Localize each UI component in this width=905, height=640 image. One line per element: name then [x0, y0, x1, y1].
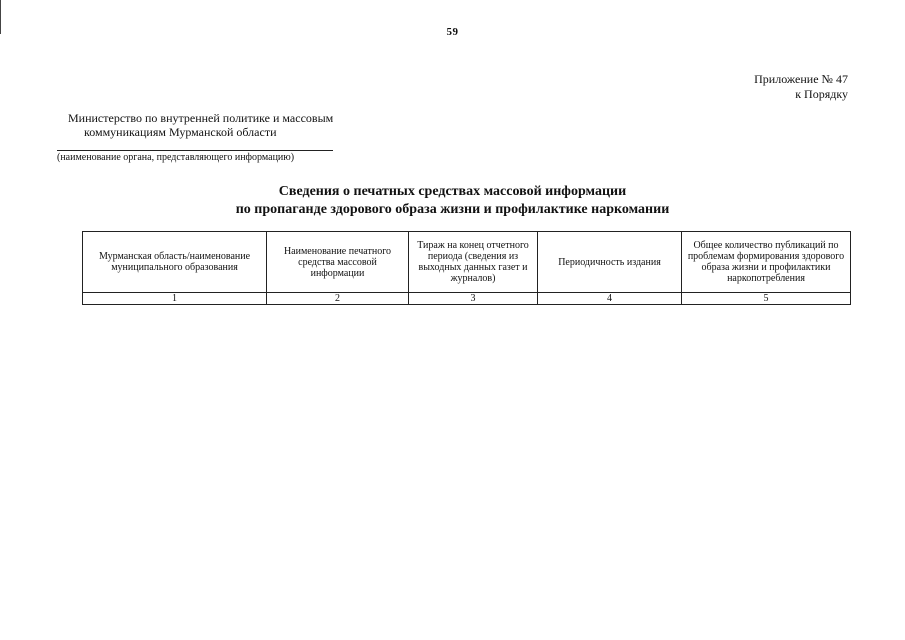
organ-underline [57, 150, 333, 151]
column-number-3: 3 [409, 293, 538, 305]
column-number-2: 2 [267, 293, 409, 305]
ministry-name [68, 111, 333, 139]
document-title [0, 183, 905, 219]
title-line-1: Сведения о печатных средствах массовой информации [278, 184, 627, 199]
report-table [82, 231, 851, 305]
ministry-line-2: коммуникациям Мурманской области [84, 125, 277, 139]
title-line-2: по пропаганде здорового образа жизни и профилактике наркомании [235, 202, 670, 217]
column-number-4: 4 [538, 293, 682, 305]
appendix-reference [754, 72, 848, 102]
header-circulation: Тираж на конец отчетного периода (сведения из выходных данных газет и журналов) [409, 232, 538, 293]
header-publication-count: Общее количество публикаций по проблемам формирования здорового образа жизни и профилактики наркопотребления [682, 232, 851, 293]
table-header-row [83, 232, 851, 293]
column-number-row [83, 293, 851, 305]
appendix-line-2: к Порядку [795, 87, 848, 101]
page-number: 59 [446, 26, 459, 38]
organ-caption: (наименование органа, представляющего информацию) [57, 152, 295, 163]
appendix-line-1: Приложение № 47 [754, 72, 848, 86]
header-media-name: Наименование печатного средства массовой информации [267, 232, 409, 293]
ministry-line-1: Министерство по внутренней политике и массовым [68, 111, 334, 125]
column-number-5: 5 [682, 293, 851, 305]
column-number-1: 1 [83, 293, 267, 305]
header-periodicity: Периодичность издания [538, 232, 682, 293]
header-region: Мурманская область/наименование муниципального образования [83, 232, 267, 293]
